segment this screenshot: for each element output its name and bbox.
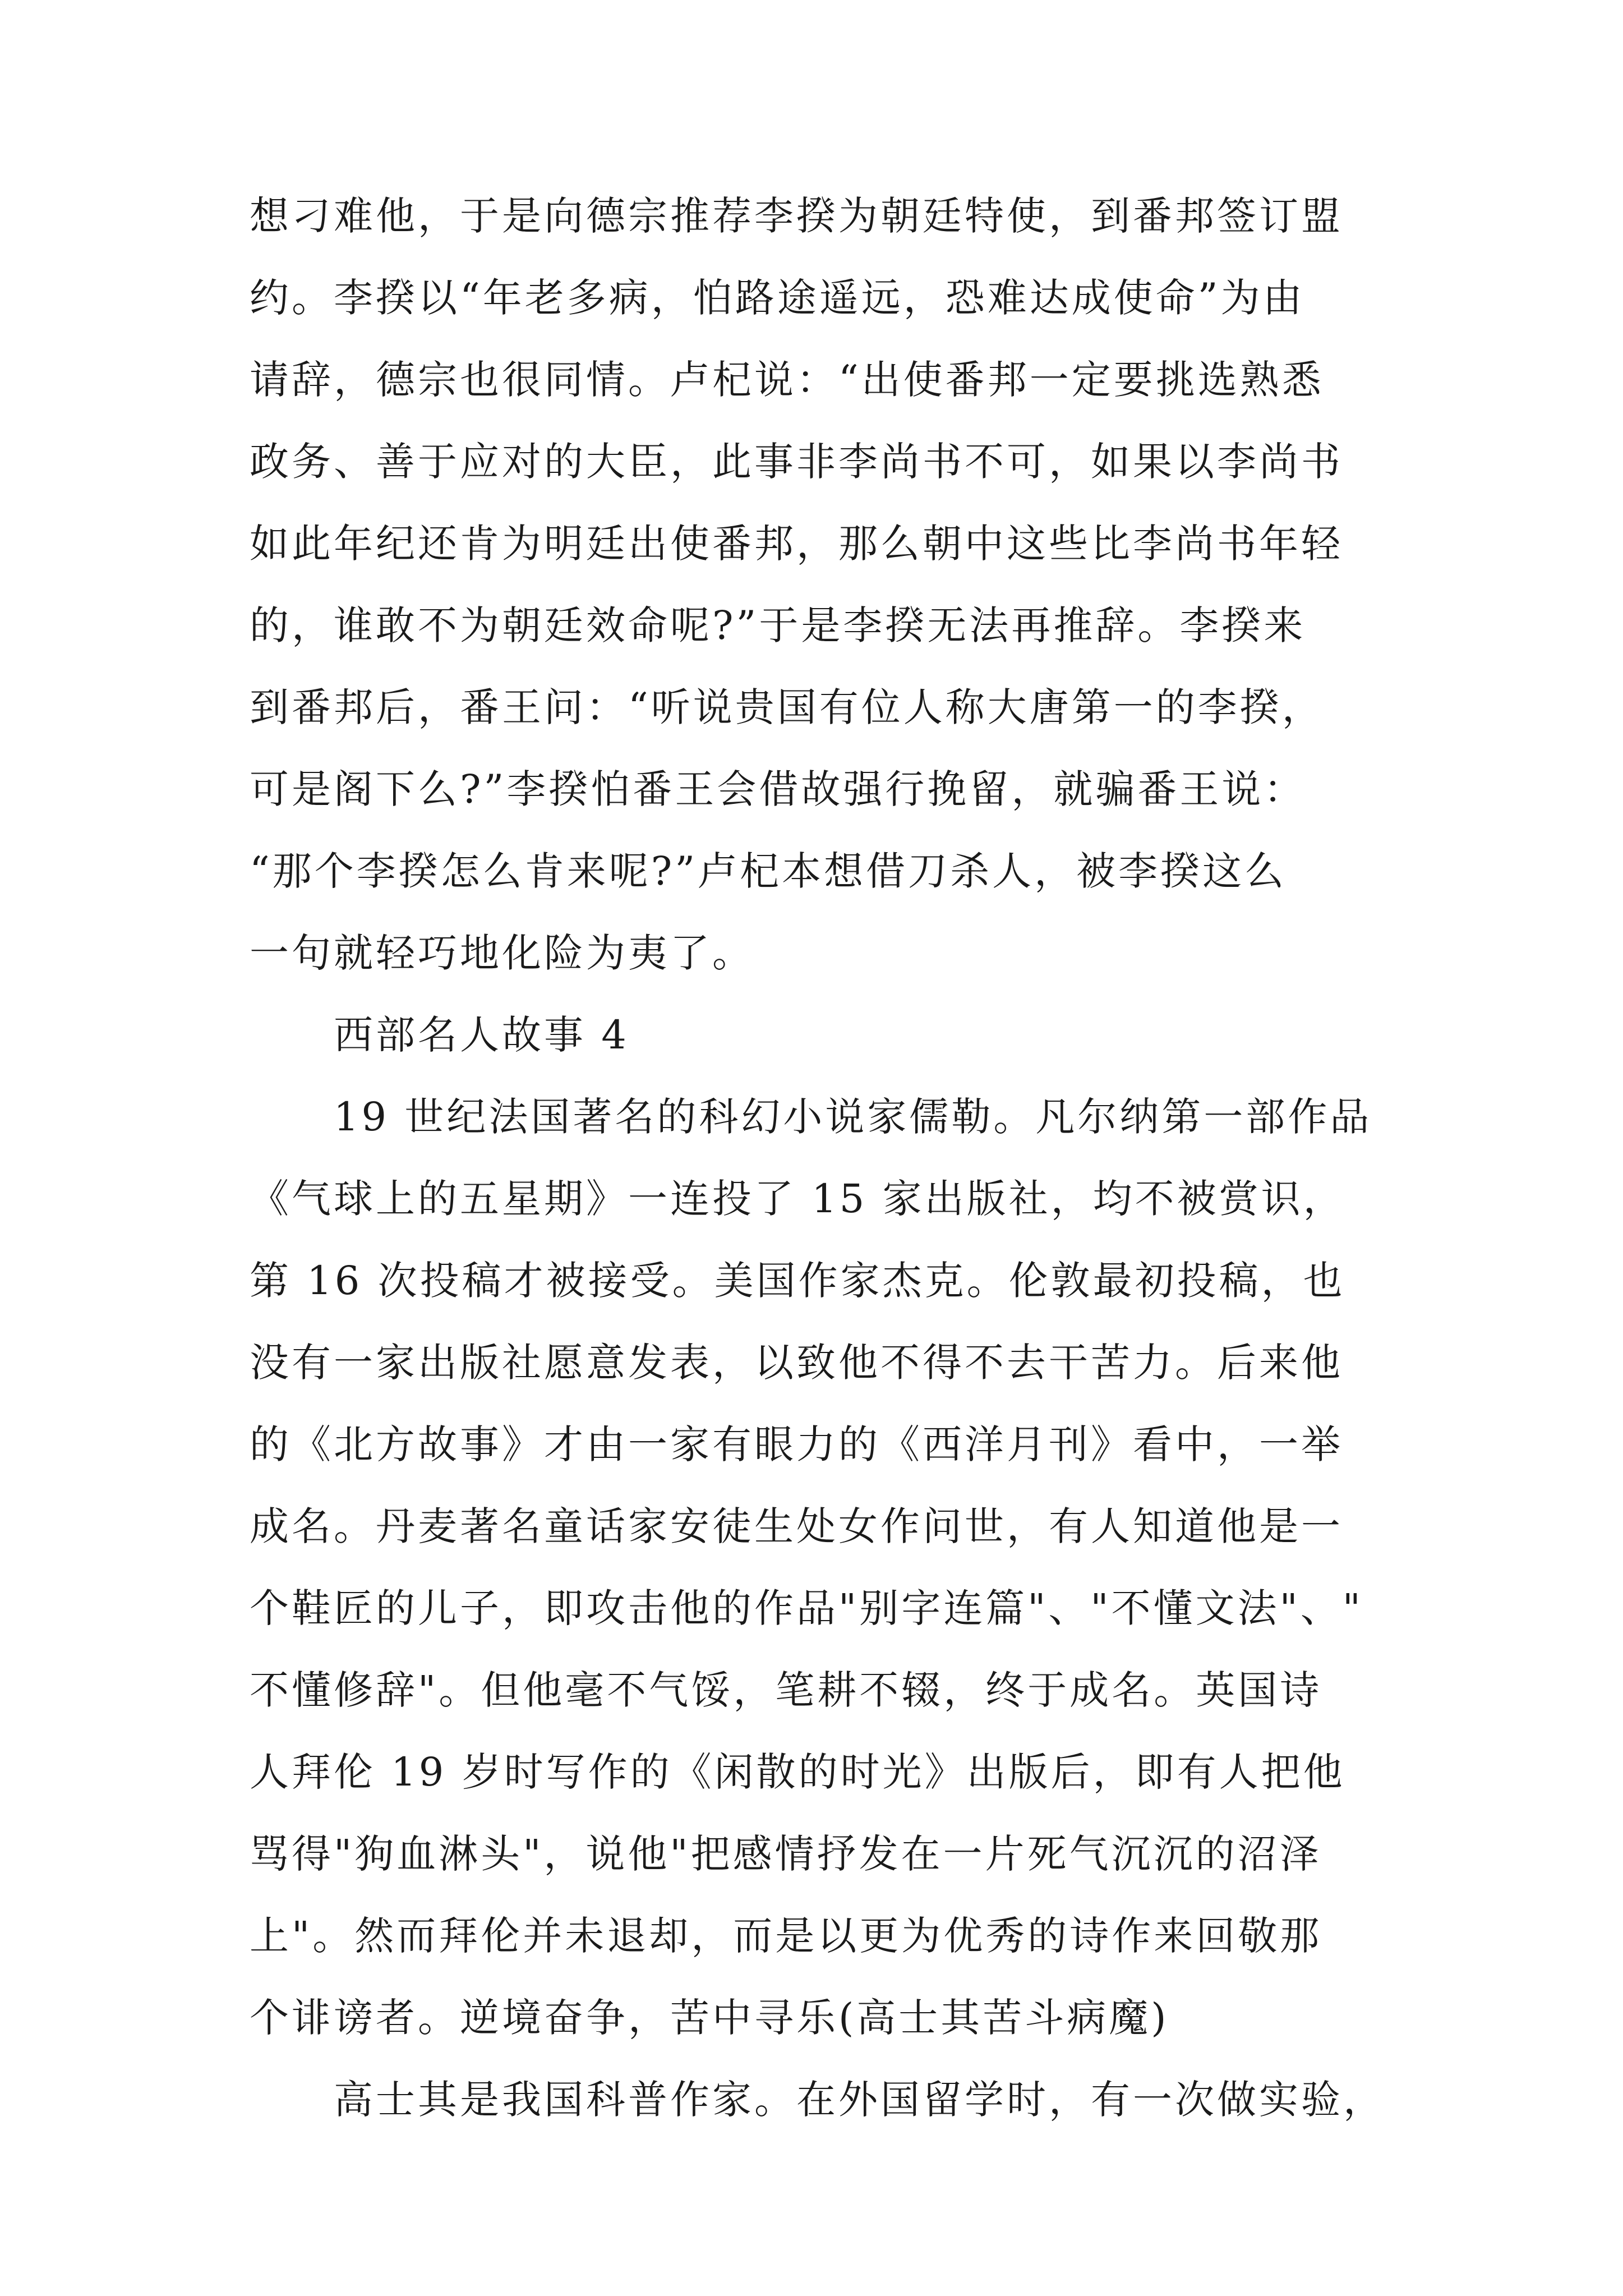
paragraph-line: 第 16 次投稿才被接受。美国作家杰克。伦敦最初投稿，也 bbox=[250, 1258, 1345, 1304]
paragraph-line: 的，谁敢不为朝廷效命呢?”于是李揆无法再推辞。李揆来 bbox=[250, 602, 1306, 648]
paragraph-line: 约。李揆以“年老多病，怕路途遥远，恐难达成使命”为由 bbox=[250, 275, 1305, 321]
paragraph-line: 个诽谤者。逆境奋争，苦中寻乐(高士其苦斗病魔) bbox=[250, 1995, 1169, 2041]
paragraph-3 bbox=[250, 2059, 1416, 2141]
paragraph-line: 到番邦后，番王问：“听说贵国有位人称大唐第一的李揆， bbox=[250, 684, 1324, 730]
paragraph-line: 不懂修辞"。但他毫不气馁，笔耕不辍，终于成名。英国诗 bbox=[250, 1667, 1322, 1713]
paragraph-line: 可是阁下么?”李揆怕番王会借故强行挽留，就骗番王说： bbox=[250, 766, 1306, 812]
paragraph-line: 没有一家出版社愿意发表，以致他不得不去干苦力。后来他 bbox=[250, 1340, 1343, 1386]
paragraph-line: 一句就轻巧地化险为夷了。 bbox=[250, 930, 754, 976]
paragraph-line: 骂得"狗血淋头"，说他"把感情抒发在一片死气沉沉的沼泽 bbox=[250, 1831, 1322, 1877]
paragraph-line: 想刁难他，于是向德宗推荐李揆为朝廷特使，到番邦签订盟 bbox=[250, 193, 1343, 239]
paragraph-line: “那个李揆怎么肯来呢?”卢杞本想借刀杀人，被李揆这么 bbox=[250, 848, 1287, 894]
paragraph-1 bbox=[250, 175, 1416, 994]
paragraph-line: 个鞋匠的儿子，即攻击他的作品"别字连篇"、"不懂文法"、" bbox=[250, 1585, 1363, 1631]
paragraph-line: 的《北方故事》才由一家有眼力的《西洋月刊》看中，一举 bbox=[250, 1421, 1343, 1467]
paragraph-line: 上"。然而拜伦并未退却，而是以更为优秀的诗作来回敬那 bbox=[250, 1913, 1322, 1959]
paragraph-line: 《气球上的五星期》一连投了 15 家出版社，均不被赏识， bbox=[250, 1176, 1345, 1222]
section-heading: 西部名人故事 4 bbox=[334, 1012, 629, 1058]
paragraph-line: 如此年纪还肯为明廷出使番邦，那么朝中这些比李尚书年轻 bbox=[250, 521, 1343, 567]
paragraph-line: 人拜伦 19 岁时写作的《闲散的时光》出版后，即有人把他 bbox=[250, 1749, 1345, 1795]
paragraph-line: 成名。丹麦著名童话家安徒生处女作问世，有人知道他是一 bbox=[250, 1503, 1343, 1549]
paragraph-line: 高士其是我国科普作家。在外国留学时，有一次做实验， bbox=[334, 2077, 1385, 2123]
document-body bbox=[250, 175, 1416, 2141]
paragraph-2 bbox=[250, 1076, 1416, 2059]
paragraph-line: 政务、善于应对的大臣，此事非李尚书不可，如果以李尚书 bbox=[250, 439, 1343, 485]
paragraph-line: 19 世纪法国著名的科幻小说家儒勒。凡尔纳第一部作品 bbox=[334, 1094, 1372, 1140]
paragraph-line: 请辞，德宗也很同情。卢杞说：“出使番邦一定要挑选熟悉 bbox=[250, 357, 1324, 403]
